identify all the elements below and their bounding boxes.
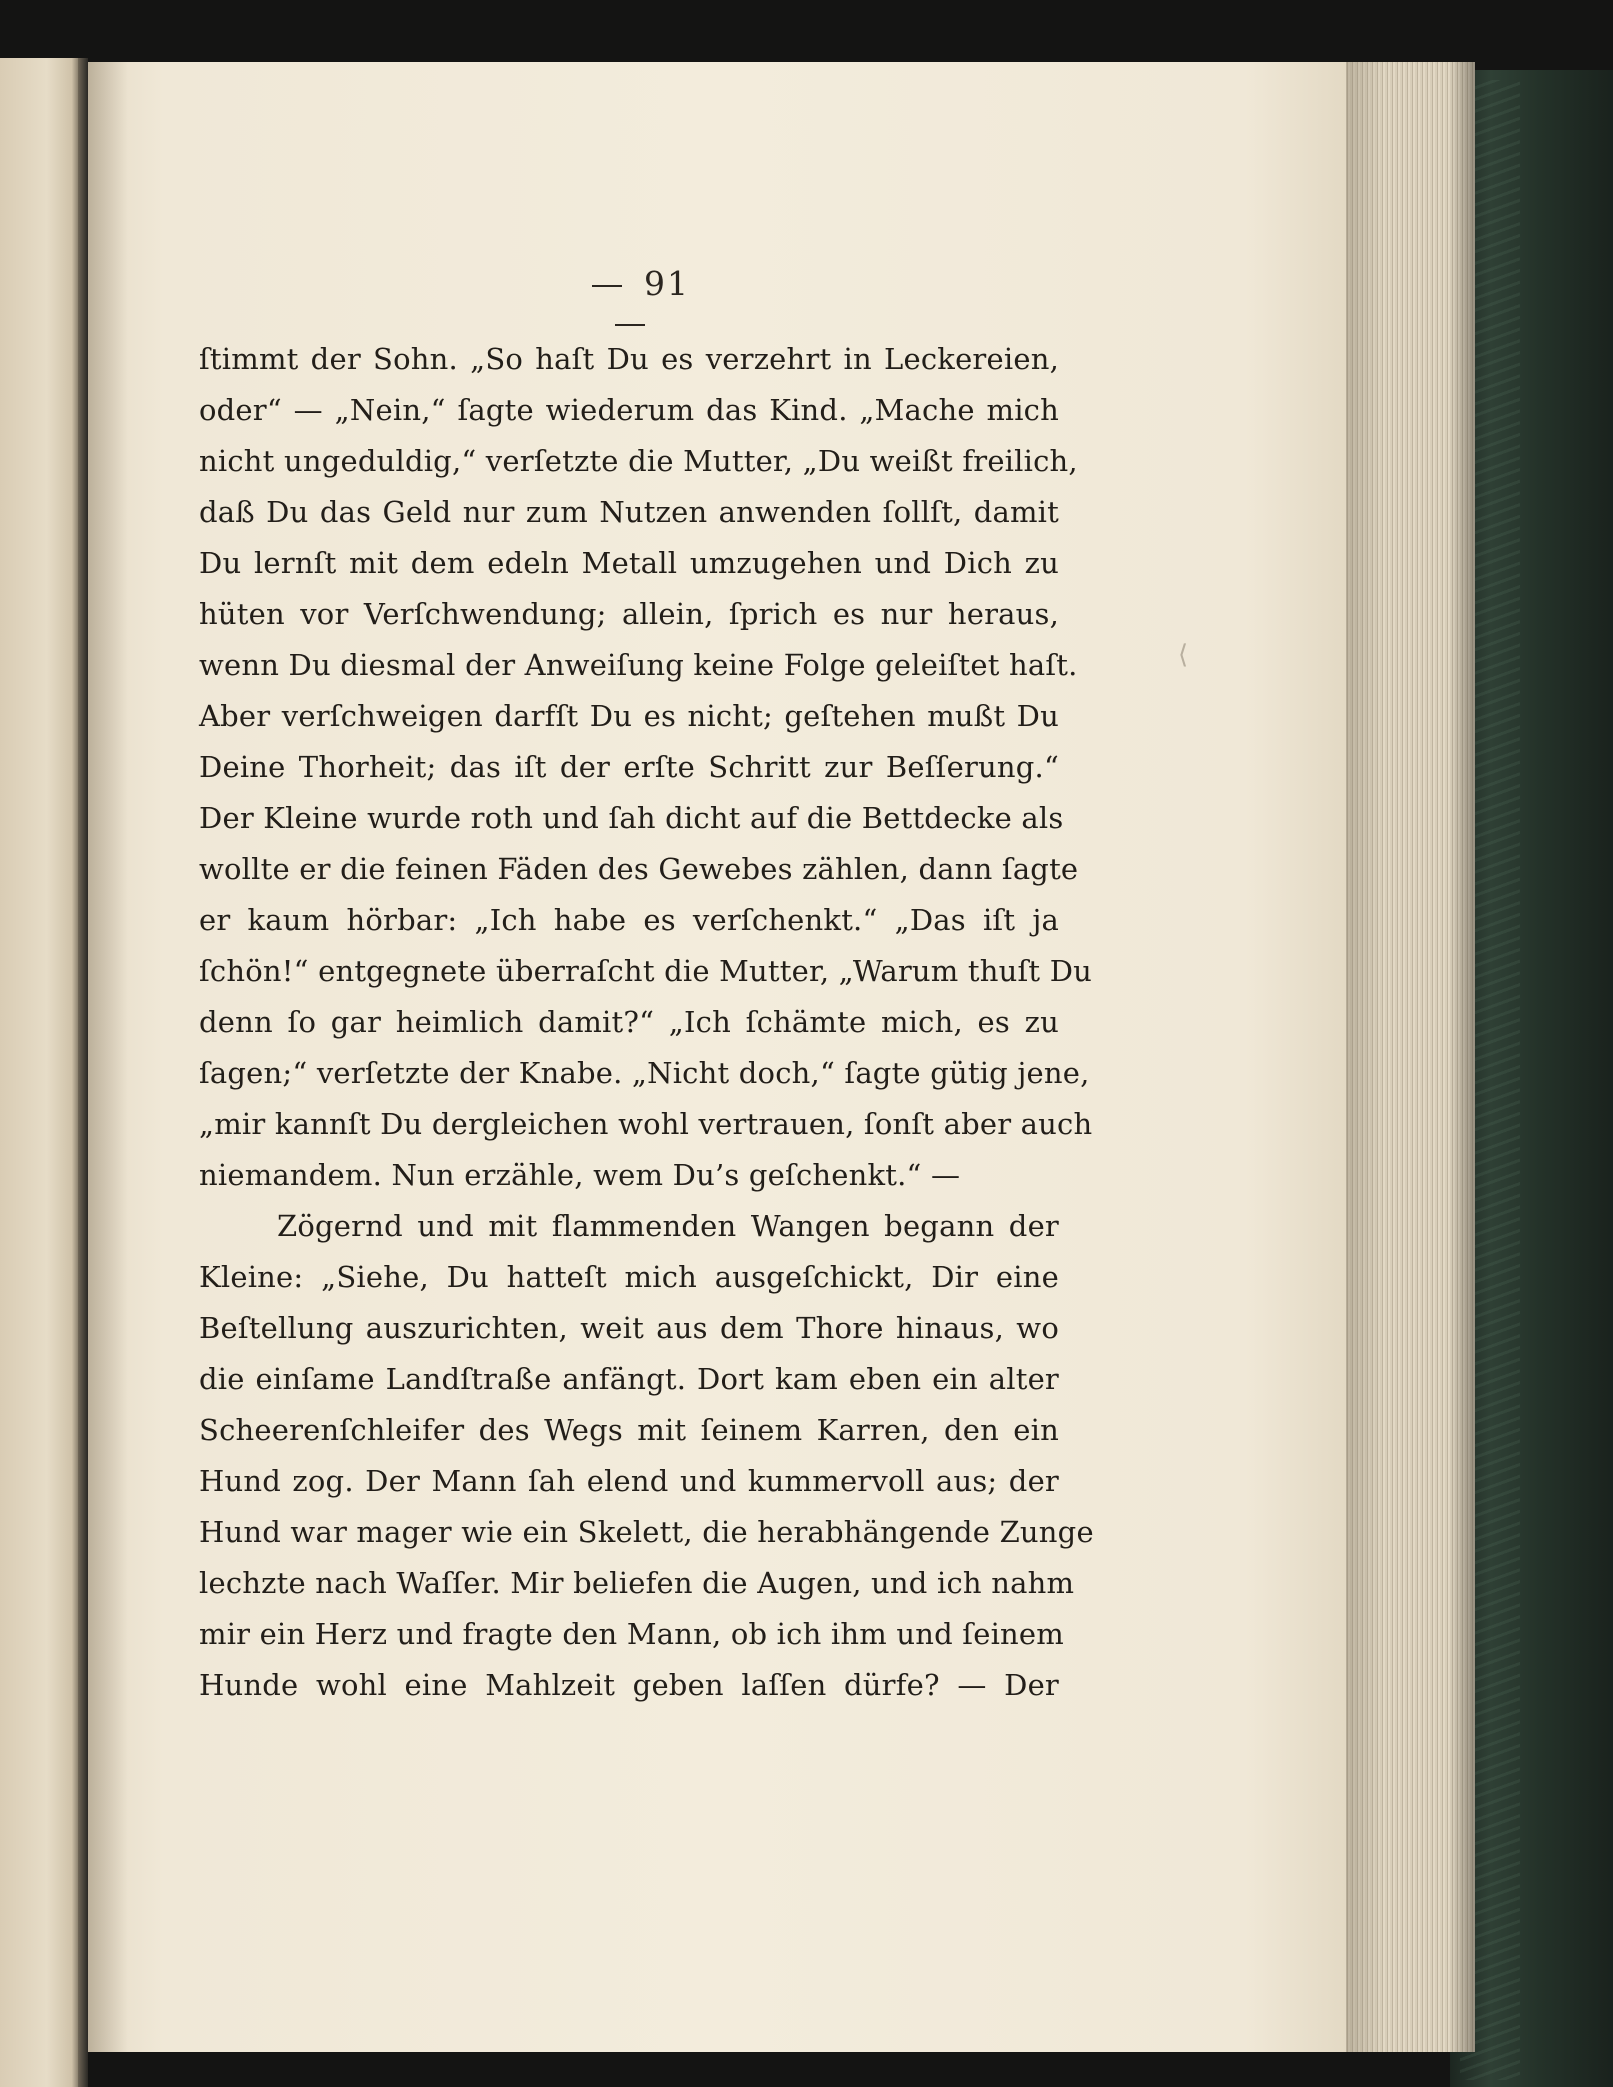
text-line: Aber verſchweigen darfſt Du es nicht; geſtehen mußt Du — [199, 699, 1059, 733]
text-line: die einſame Landſtraße anfängt. Dort kam eben ein alter — [199, 1362, 1059, 1396]
text-line: Scheerenſchleifer des Wegs mit ſeinem Karren, den ein — [199, 1413, 1059, 1447]
text-line-paragraph-end: niemandem. Nun erzähle, wem Du’s geſchenkt.“ — — [199, 1158, 961, 1192]
book-gutter-shadow — [78, 58, 88, 2087]
text-line: Hunde wohl eine Mahlzeit geben laſſen dürfe? — Der — [199, 1668, 1059, 1702]
body-text — [199, 334, 1094, 1711]
text-line: Beſtellung auszurichten, weit aus dem Thore hinaus, wo — [199, 1311, 1059, 1345]
text-line-paragraph-start: Zögernd und mit flammenden Wangen begann der — [277, 1209, 1059, 1243]
text-line: wenn Du diesmal der Anweiſung keine Folge geleiſtet haſt. — [199, 648, 1078, 682]
page-gutter-shading — [88, 62, 128, 2052]
text-line: ſtimmt der Sohn. „So haſt Du es verzehrt in Leckereien, — [199, 342, 1059, 376]
page-block-shading — [1345, 62, 1475, 2052]
text-line: denn ſo gar heimlich damit?“ „Ich ſchämte mich, es zu — [199, 1005, 1059, 1039]
text-line: er kaum hörbar: „Ich habe es verſchenkt.“ „Das iſt ja — [199, 903, 1059, 937]
text-line: ſchön!“ entgegnete überraſcht die Mutter, „Warum thuſt Du — [199, 954, 1093, 988]
page-header — [540, 264, 720, 342]
text-line: Hund war mager wie ein Skelett, die herabhängende Zunge — [199, 1515, 1094, 1549]
text-line: nicht ungeduldig,“ verſetzte die Mutter, „Du weißt freilich, — [199, 444, 1078, 478]
text-line: Du lernſt mit dem edeln Metall umzugehen und Dich zu — [199, 546, 1059, 580]
text-line: daß Du das Geld nur zum Nutzen anwenden ſollſt, damit — [199, 495, 1059, 529]
header-dash-left — [592, 285, 622, 287]
text-line: wollte er die feinen Fäden des Gewebes zählen, dann ſagte — [199, 852, 1079, 886]
text-line: Hund zog. Der Mann ſah elend und kummervoll aus; der — [199, 1464, 1059, 1498]
text-line: Kleine: „Siehe, Du hatteſt mich ausgeſchickt, Dir eine — [199, 1260, 1059, 1294]
text-line: lechzte nach Waſſer. Mir beliefen die Augen, und ich nahm — [199, 1566, 1075, 1600]
text-line: hüten vor Verſchwendung; allein, ſprich es nur heraus, — [199, 597, 1059, 631]
text-line: Deine Thorheit; das iſt der erſte Schritt zur Beſſerung.“ — [199, 750, 1059, 784]
text-line: „mir kannſt Du dergleichen wohl vertrauen, ſonſt aber auch — [199, 1107, 1093, 1141]
text-line: oder“ — „Nein,“ ſagte wiederum das Kind. „Mache mich — [199, 393, 1059, 427]
text-line: Der Kleine wurde roth und ſah dicht auf die Bettdecke als — [199, 801, 1064, 835]
text-line: ſagen;“ verſetzte der Knabe. „Nicht doch,“ ſagte gütig jene, — [199, 1056, 1090, 1090]
header-dash-right — [615, 324, 645, 326]
text-line: mir ein Herz und fragte den Mann, ob ich ihm und ſeinem — [199, 1617, 1064, 1651]
page-number: 91 — [644, 264, 690, 303]
left-page-edge — [0, 58, 78, 2087]
bleed-through-mark: ⟨ — [1178, 640, 1189, 670]
